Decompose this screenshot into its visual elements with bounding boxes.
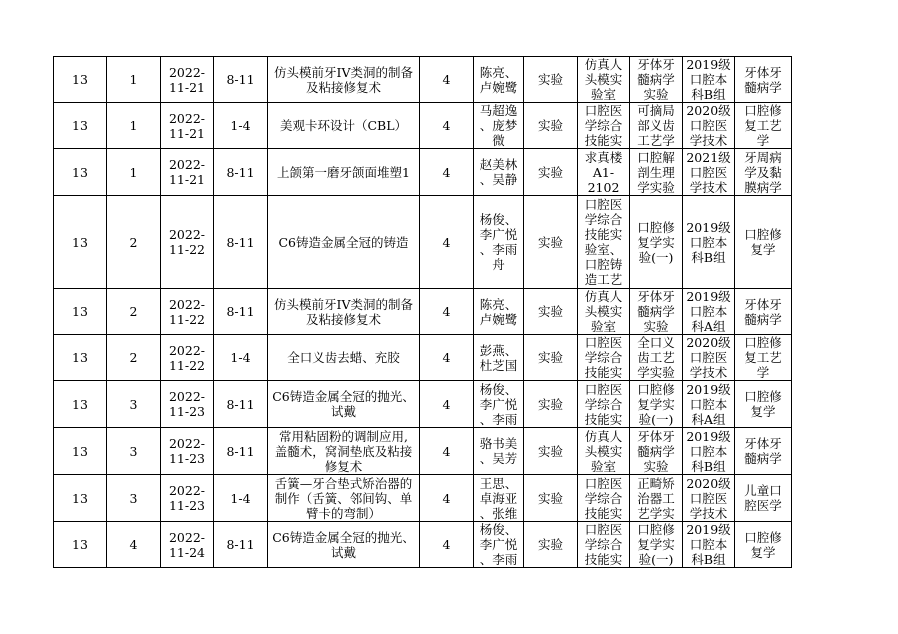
teacher-cell-text: 彭燕、 杜芝国 <box>479 342 518 373</box>
class-group-cell-text: 2021级 口腔医 学技术 <box>686 149 731 195</box>
date-cell-text: 2022- 11-23 <box>168 436 206 466</box>
dept-cell-text: 儿童口 腔医学 <box>744 483 782 513</box>
period-cell-text: 8-11 <box>226 304 255 319</box>
teacher-cell <box>474 522 524 568</box>
hours-cell-text: 4 <box>442 443 451 459</box>
content-cell <box>268 522 420 568</box>
period-cell <box>214 335 268 381</box>
period-cell <box>214 289 268 335</box>
dept-cell <box>735 289 792 335</box>
period-cell <box>214 522 268 568</box>
class-group-cell-text: 2020级 口腔医 学技术 <box>686 475 731 521</box>
table-row <box>54 196 792 289</box>
period-cell-text: 8-11 <box>226 443 255 459</box>
date-cell <box>161 428 214 475</box>
teacher-cell <box>474 289 524 335</box>
weekday-cell-text: 1 <box>129 72 138 87</box>
teacher-cell-text: 陈亮、 卢婉鹭 <box>479 296 518 327</box>
hours-cell-text: 4 <box>442 304 451 319</box>
teacher-cell <box>474 149 524 196</box>
week-cell <box>54 149 107 196</box>
location-cell <box>578 196 630 289</box>
teacher-cell <box>474 475 524 522</box>
date-cell-text: 2022- 11-21 <box>168 157 206 187</box>
course-cell-text: 全口义 齿工艺 学实验 <box>637 335 675 380</box>
location-cell <box>578 522 630 568</box>
course-cell-text: 口腔解 剖生理 学实验 <box>637 149 675 195</box>
weekday-cell <box>107 381 161 428</box>
location-cell <box>578 335 630 381</box>
date-cell <box>161 381 214 428</box>
content-cell <box>268 381 420 428</box>
course-cell <box>630 522 683 568</box>
weekday-cell <box>107 428 161 475</box>
location-cell-text: 口腔医 学综合 技能实 <box>584 522 623 567</box>
dept-cell <box>735 57 792 103</box>
date-cell-text: 2022- 11-23 <box>168 483 206 513</box>
content-cell <box>268 103 420 149</box>
class-group-cell <box>683 335 735 381</box>
week-cell <box>54 475 107 522</box>
type-cell <box>524 428 578 475</box>
period-cell-text: 8-11 <box>226 164 255 180</box>
teacher-cell <box>474 196 524 289</box>
table-row <box>54 149 792 196</box>
dept-cell <box>735 335 792 381</box>
class-group-cell-text: 2019级 口腔本 科B组 <box>686 428 731 474</box>
date-cell <box>161 196 214 289</box>
teacher-cell-text: 陈亮、 卢婉鹭 <box>479 64 518 95</box>
date-cell-text: 2022- 11-24 <box>168 529 206 560</box>
course-cell <box>630 103 683 149</box>
date-cell-text: 2022- 11-22 <box>168 227 206 257</box>
dept-cell <box>735 381 792 428</box>
teacher-cell <box>474 428 524 475</box>
class-group-cell <box>683 522 735 568</box>
teacher-cell-text: 马超逸 、庞梦 微 <box>479 103 518 148</box>
location-cell-text: 仿真人 头模实 验室 <box>584 428 623 474</box>
location-cell-text: 口腔医 学综合 技能实 <box>584 475 623 521</box>
content-cell <box>268 335 420 381</box>
weekday-cell-text: 4 <box>129 537 138 552</box>
dept-cell <box>735 475 792 522</box>
weekday-cell <box>107 149 161 196</box>
week-cell-text: 13 <box>72 350 88 365</box>
weekday-cell-text: 3 <box>129 443 138 459</box>
hours-cell-text: 4 <box>442 164 451 180</box>
dept-cell-text: 牙体牙 髓病学 <box>744 64 782 95</box>
course-cell <box>630 475 683 522</box>
content-cell-text: 仿头模前牙IV类洞的制备 及粘接修复术 <box>274 296 413 327</box>
content-cell <box>268 289 420 335</box>
table-row <box>54 381 792 428</box>
content-cell <box>268 196 420 289</box>
class-group-cell <box>683 103 735 149</box>
date-cell-text: 2022- 11-22 <box>168 296 206 327</box>
teacher-cell <box>474 335 524 381</box>
location-cell <box>578 475 630 522</box>
location-cell <box>578 289 630 335</box>
hours-cell <box>420 196 474 289</box>
type-cell-text: 实验 <box>537 118 563 133</box>
hours-cell <box>420 335 474 381</box>
week-cell-text: 13 <box>72 490 88 506</box>
week-cell <box>54 428 107 475</box>
week-cell <box>54 103 107 149</box>
class-group-cell <box>683 196 735 289</box>
type-cell-text: 实验 <box>537 537 563 552</box>
teacher-cell-text: 骆书美 、吴芳 <box>479 436 518 466</box>
type-cell-text: 实验 <box>537 304 563 319</box>
week-cell <box>54 57 107 103</box>
table-row <box>54 522 792 568</box>
course-cell-text: 口腔修 复学实 验(一) <box>637 381 675 427</box>
weekday-cell <box>107 289 161 335</box>
period-cell <box>214 428 268 475</box>
teacher-cell <box>474 381 524 428</box>
location-cell-text: 求真楼 A1-2102 <box>584 149 623 195</box>
content-cell-text: 全口义齿去蜡、充胶 <box>287 350 400 365</box>
table-row <box>54 428 792 475</box>
weekday-cell-text: 1 <box>129 164 138 180</box>
dept-cell-text: 口腔修 复工艺 学 <box>744 335 782 380</box>
content-cell-text: 仿头模前牙IV类洞的制备 及粘接修复术 <box>274 64 413 95</box>
date-cell <box>161 335 214 381</box>
weekday-cell-text: 3 <box>129 396 138 412</box>
course-cell <box>630 149 683 196</box>
type-cell-text: 实验 <box>537 490 563 506</box>
week-cell-text: 13 <box>72 304 88 319</box>
weekday-cell-text: 2 <box>129 350 138 365</box>
teacher-cell <box>474 103 524 149</box>
type-cell <box>524 335 578 381</box>
course-cell <box>630 335 683 381</box>
dept-cell-text: 口腔修 复工艺 学 <box>744 103 782 148</box>
content-cell-text: C6铸造金属全冠的抛光、 试戴 <box>272 529 415 560</box>
date-cell <box>161 522 214 568</box>
weekday-cell-text: 2 <box>129 234 138 250</box>
weekday-cell-text: 2 <box>129 304 138 319</box>
period-cell <box>214 149 268 196</box>
hours-cell <box>420 103 474 149</box>
week-cell <box>54 522 107 568</box>
dept-cell <box>735 103 792 149</box>
type-cell-text: 实验 <box>537 72 563 87</box>
content-cell-text: 美观卡环设计（CBL） <box>279 118 408 133</box>
week-cell-text: 13 <box>72 118 88 133</box>
date-cell-text: 2022- 11-23 <box>168 389 206 419</box>
content-cell-text: 舌簧—牙合垫式矫治器的 制作（舌簧、邻间钩、单 臂卡的弯制） <box>274 475 413 521</box>
week-cell <box>54 196 107 289</box>
dept-cell <box>735 428 792 475</box>
course-cell-text: 口腔修 复学实 验(一) <box>637 219 675 265</box>
class-group-cell <box>683 428 735 475</box>
hours-cell <box>420 475 474 522</box>
table-row <box>54 335 792 381</box>
dept-cell <box>735 522 792 568</box>
teacher-cell-text: 赵美林 、吴静 <box>479 157 518 187</box>
course-cell <box>630 289 683 335</box>
course-cell-text: 牙体牙 髓病学 实验 <box>637 57 675 102</box>
period-cell-text: 1-4 <box>230 490 251 506</box>
class-group-cell-text: 2019级 口腔本 科B组 <box>686 522 731 567</box>
period-cell <box>214 57 268 103</box>
hours-cell-text: 4 <box>442 537 451 552</box>
dept-cell <box>735 149 792 196</box>
class-group-cell-text: 2019级 口腔本 科A组 <box>686 381 731 427</box>
content-cell <box>268 149 420 196</box>
date-cell <box>161 475 214 522</box>
date-cell-text: 2022- 11-21 <box>168 110 206 141</box>
location-cell-text: 仿真人 头模实 验室 <box>584 289 623 334</box>
week-cell-text: 13 <box>72 396 88 412</box>
content-cell <box>268 475 420 522</box>
period-cell-text: 1-4 <box>230 350 251 365</box>
date-cell-text: 2022- 11-22 <box>168 342 206 373</box>
hours-cell <box>420 428 474 475</box>
course-cell <box>630 196 683 289</box>
week-cell <box>54 289 107 335</box>
hours-cell-text: 4 <box>442 396 451 412</box>
hours-cell <box>420 381 474 428</box>
period-cell-text: 8-11 <box>226 537 255 552</box>
dept-cell-text: 牙体牙 髓病学 <box>744 436 782 466</box>
course-cell <box>630 428 683 475</box>
hours-cell-text: 4 <box>442 234 451 250</box>
period-cell-text: 8-11 <box>226 396 255 412</box>
teacher-cell-text: 杨俊、 李广悦 、李雨 <box>479 381 518 427</box>
course-cell <box>630 57 683 103</box>
dept-cell-text: 牙周病 学及黏 膜病学 <box>744 149 782 195</box>
weekday-cell <box>107 103 161 149</box>
period-cell <box>214 381 268 428</box>
hours-cell-text: 4 <box>442 72 451 87</box>
teacher-cell-text: 王思、 卓海亚 、张维 <box>479 475 518 521</box>
location-cell-text: 口腔医 学综合 技能实 验室、 口腔铸 造工艺 <box>584 197 623 287</box>
week-cell-text: 13 <box>72 72 88 87</box>
hours-cell <box>420 289 474 335</box>
type-cell-text: 实验 <box>537 443 563 459</box>
location-cell-text: 仿真人 头模实 验室 <box>584 57 623 102</box>
content-cell-text: C6铸造金属全冠的抛光、 试戴 <box>272 389 415 419</box>
weekday-cell <box>107 522 161 568</box>
table-row <box>54 475 792 522</box>
location-cell <box>578 381 630 428</box>
table-row <box>54 57 792 103</box>
week-cell <box>54 335 107 381</box>
class-group-cell <box>683 381 735 428</box>
weekday-cell <box>107 475 161 522</box>
hours-cell-text: 4 <box>442 118 451 133</box>
class-group-cell <box>683 57 735 103</box>
type-cell-text: 实验 <box>537 350 563 365</box>
content-cell-text: C6铸造金属全冠的铸造 <box>278 234 409 250</box>
location-cell-text: 口腔医 学综合 技能实 <box>584 381 623 427</box>
type-cell <box>524 522 578 568</box>
hours-cell <box>420 149 474 196</box>
class-group-cell-text: 2019级 口腔本 科A组 <box>686 289 731 334</box>
course-cell-text: 正畸矫 治器工 艺学实 <box>637 475 675 521</box>
type-cell <box>524 381 578 428</box>
class-group-cell-text: 2020级 口腔医 学技术 <box>686 335 731 380</box>
date-cell <box>161 57 214 103</box>
content-cell <box>268 57 420 103</box>
dept-cell-text: 口腔修 复学 <box>744 227 782 257</box>
period-cell <box>214 103 268 149</box>
type-cell <box>524 475 578 522</box>
hours-cell-text: 4 <box>442 350 451 365</box>
type-cell <box>524 289 578 335</box>
week-cell-text: 13 <box>72 164 88 180</box>
weekday-cell-text: 3 <box>129 490 138 506</box>
location-cell <box>578 57 630 103</box>
class-group-cell-text: 2019级 口腔本 科B组 <box>686 219 731 265</box>
period-cell-text: 8-11 <box>226 234 255 250</box>
period-cell <box>214 196 268 289</box>
type-cell <box>524 103 578 149</box>
course-cell-text: 口腔修 复学实 验(一) <box>637 522 675 567</box>
location-cell <box>578 103 630 149</box>
period-cell-text: 1-4 <box>230 118 251 133</box>
weekday-cell-text: 1 <box>129 118 138 133</box>
content-cell <box>268 428 420 475</box>
class-group-cell <box>683 475 735 522</box>
weekday-cell <box>107 335 161 381</box>
week-cell-text: 13 <box>72 537 88 552</box>
type-cell-text: 实验 <box>537 396 563 412</box>
dept-cell-text: 牙体牙 髓病学 <box>744 296 782 327</box>
location-cell-text: 口腔医 学综合 技能实 <box>584 103 623 148</box>
period-cell <box>214 475 268 522</box>
week-cell <box>54 381 107 428</box>
course-cell-text: 可摘局 部义齿 工艺学 <box>637 103 675 148</box>
location-cell <box>578 149 630 196</box>
table-row <box>54 289 792 335</box>
teacher-cell-text: 杨俊、 李广悦 、李雨 <box>479 522 518 567</box>
course-cell-text: 牙体牙 髓病学 实验 <box>637 428 675 474</box>
teacher-cell-text: 杨俊、 李广悦 、李雨 舟 <box>479 212 518 272</box>
schedule-table <box>53 56 792 568</box>
type-cell <box>524 57 578 103</box>
hours-cell <box>420 522 474 568</box>
location-cell-text: 口腔医 学综合 技能实 <box>584 335 623 380</box>
hours-cell-text: 4 <box>442 490 451 506</box>
type-cell-text: 实验 <box>537 234 563 250</box>
type-cell <box>524 149 578 196</box>
weekday-cell <box>107 57 161 103</box>
hours-cell <box>420 57 474 103</box>
table-row <box>54 103 792 149</box>
class-group-cell-text: 2020级 口腔医 学技术 <box>686 103 731 148</box>
content-cell-text: 上颌第一磨牙颌面堆塑1 <box>277 164 410 180</box>
content-cell-text: 常用粘固粉的调制应用, 盖髓术，窝洞垫底及粘接 修复术 <box>274 428 413 474</box>
type-cell-text: 实验 <box>537 164 563 180</box>
dept-cell-text: 口腔修 复学 <box>744 389 782 419</box>
class-group-cell-text: 2019级 口腔本 科B组 <box>686 57 731 102</box>
course-cell <box>630 381 683 428</box>
type-cell <box>524 196 578 289</box>
weekday-cell <box>107 196 161 289</box>
date-cell-text: 2022- 11-21 <box>168 64 206 95</box>
date-cell <box>161 289 214 335</box>
location-cell <box>578 428 630 475</box>
dept-cell <box>735 196 792 289</box>
week-cell-text: 13 <box>72 443 88 459</box>
date-cell <box>161 149 214 196</box>
class-group-cell <box>683 149 735 196</box>
dept-cell-text: 口腔修 复学 <box>744 529 782 560</box>
date-cell <box>161 103 214 149</box>
teacher-cell <box>474 57 524 103</box>
course-cell-text: 牙体牙 髓病学 实验 <box>637 289 675 334</box>
class-group-cell <box>683 289 735 335</box>
week-cell-text: 13 <box>72 234 88 250</box>
period-cell-text: 8-11 <box>226 72 255 87</box>
